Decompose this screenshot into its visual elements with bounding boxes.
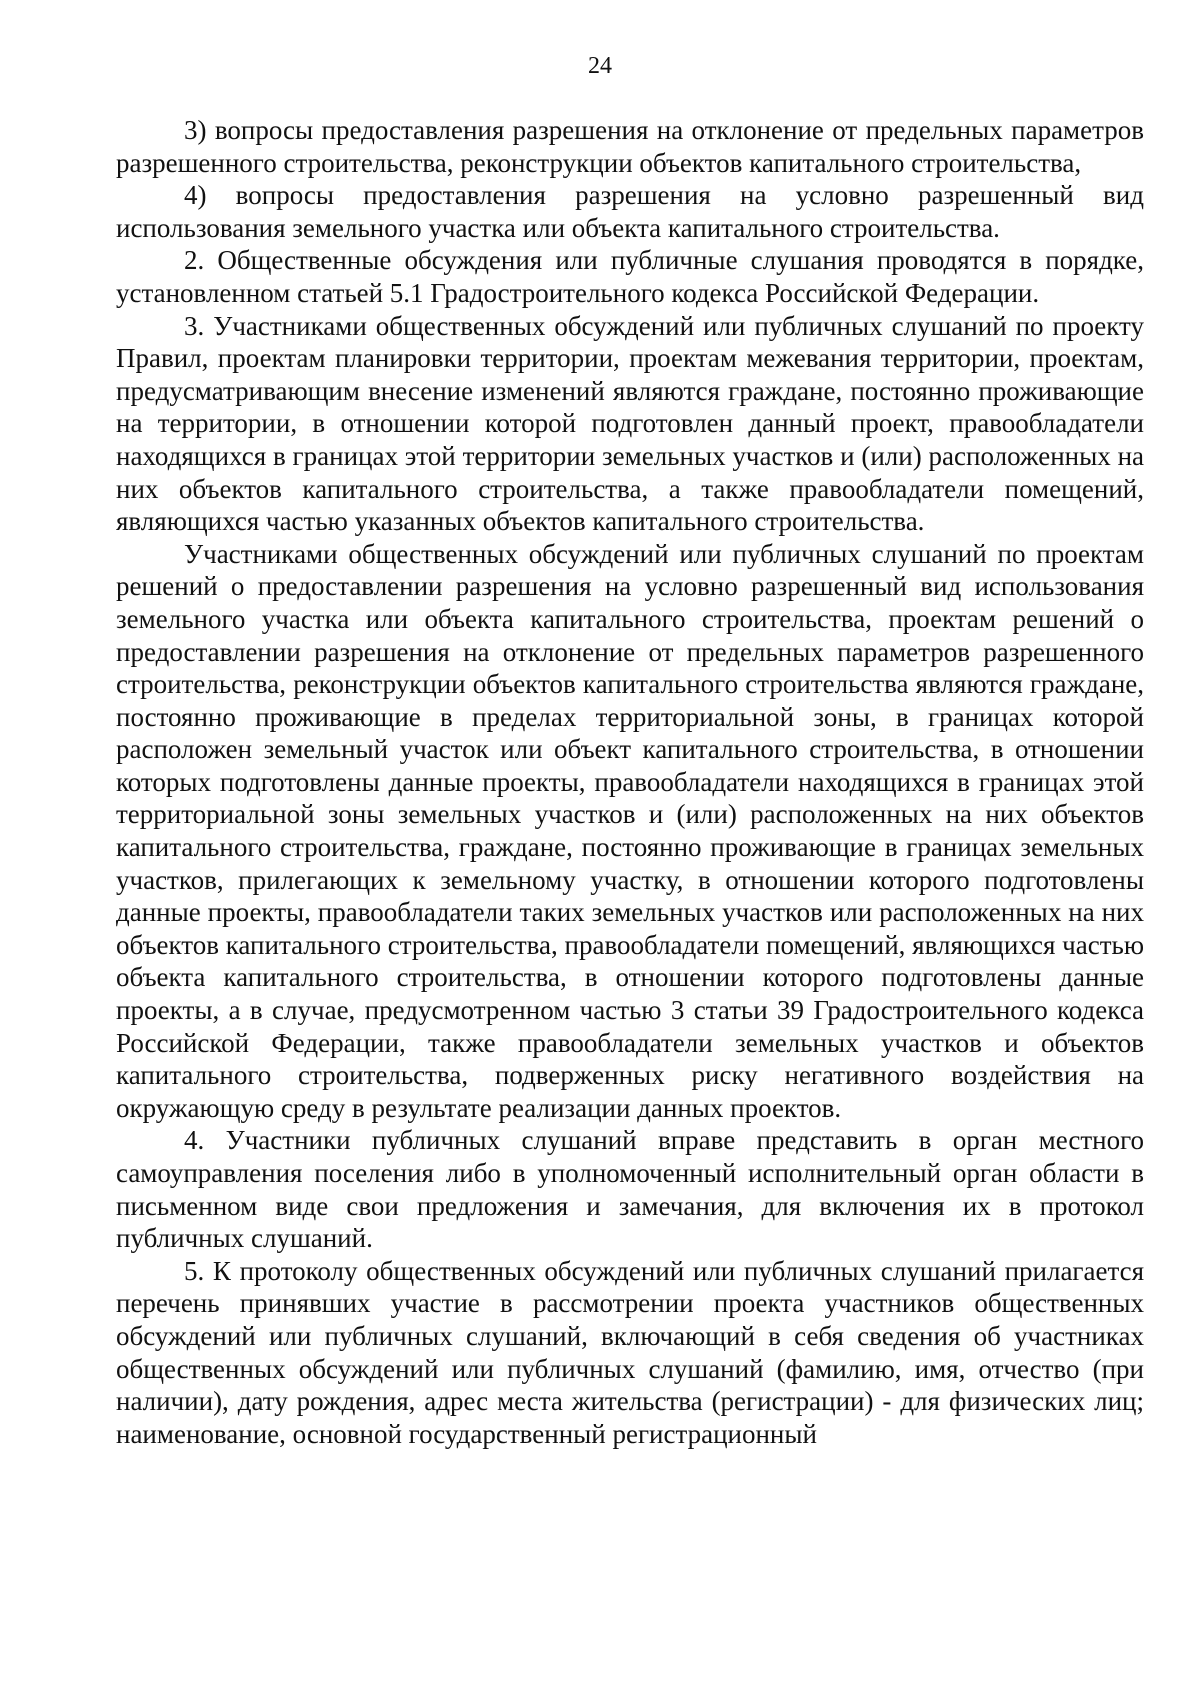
paragraph-item-3: 3) вопросы предоставления разрешения на отклонение от предельных параметров разрешенного строительства, реконструкции объектов капитального строительства, bbox=[116, 115, 1144, 178]
page-number: 24 bbox=[588, 53, 612, 79]
paragraph-item-4: 4) вопросы предоставления разрешения на условно разрешенный вид использования земельного участка или объекта капитального строительства. bbox=[116, 180, 1144, 243]
paragraph-section-3: 3. Участниками общественных обсуждений или публичных слушаний по проекту Правил, проектам планировки территории, проектам межевания территории, проектам, предусматривающим внесение изменений являются граждане, постоянно проживающие на территории, в отношении которой подготовлен данный проект, правообладатели находящихся в границах этой территории земельных участков и (или) расположенных на них объектов капитального строительства, а также правообладатели помещений, являющихся частью указанных объектов капитального строительства. bbox=[116, 310, 1144, 537]
paragraph-section-5: 5. К протоколу общественных обсуждений или публичных слушаний прилагается перечень принявших участие в рассмотрении проекта участников общественных обсуждений или публичных слушаний, включающий в себя сведения об участниках общественных обсуждений или публичных слушаний (фамилию, имя, отчество (при наличии), дату рождения, адрес места жительства (регистрации) - для физических лиц; наименование, основной государственный регистрационный bbox=[116, 1255, 1144, 1449]
paragraph-participants: Участниками общественных обсуждений или публичных слушаний по проектам решений о предоставлении разрешения на условно разрешенный вид использования земельного участка или объекта капитального строительства, проектам решений о предоставлении разрешения на отклонение от предельных параметров разрешенного строительства, реконструкции объектов капитального строительства являются граждане, постоянно проживающие в пределах территориальной зоны, в границах которой расположен земельный участок или объект капитального строительства, в отношении которых подготовлены данные проекты, правообладатели находящихся в границах этой территориальной зоны земельных участков и (или) расположенных на них объектов капитального строительства, граждане, постоянно проживающие в границах земельных участков, прилегающих к земельному участку, в отношении которого подготовлены данные проекты, правообладатели таких земельных участков или расположенных на них объектов капитального строительства, правообладатели помещений, являющихся частью объекта капитального строительства, в отношении которого подготовлены данные проекты, а в случае, предусмотренном частью 3 статьи 39 Градостроительного кодекса Российской Федерации, также правообладатели земельных участков и объектов капитального строительства, подверженных риску негативного воздействия на окружающую среду в результате реализации данных проектов. bbox=[116, 538, 1144, 1123]
document-body bbox=[116, 114, 1144, 1450]
paragraph-section-2: 2. Общественные обсуждения или публичные слушания проводятся в порядке, установленном статьей 5.1 Градостроительного кодекса Российской Федерации. bbox=[116, 245, 1144, 308]
paragraph-section-4: 4. Участники публичных слушаний вправе представить в орган местного самоуправления поселения либо в уполномоченный исполнительный орган области в письменном виде свои предложения и замечания, для включения их в протокол публичных слушаний. bbox=[116, 1125, 1144, 1254]
